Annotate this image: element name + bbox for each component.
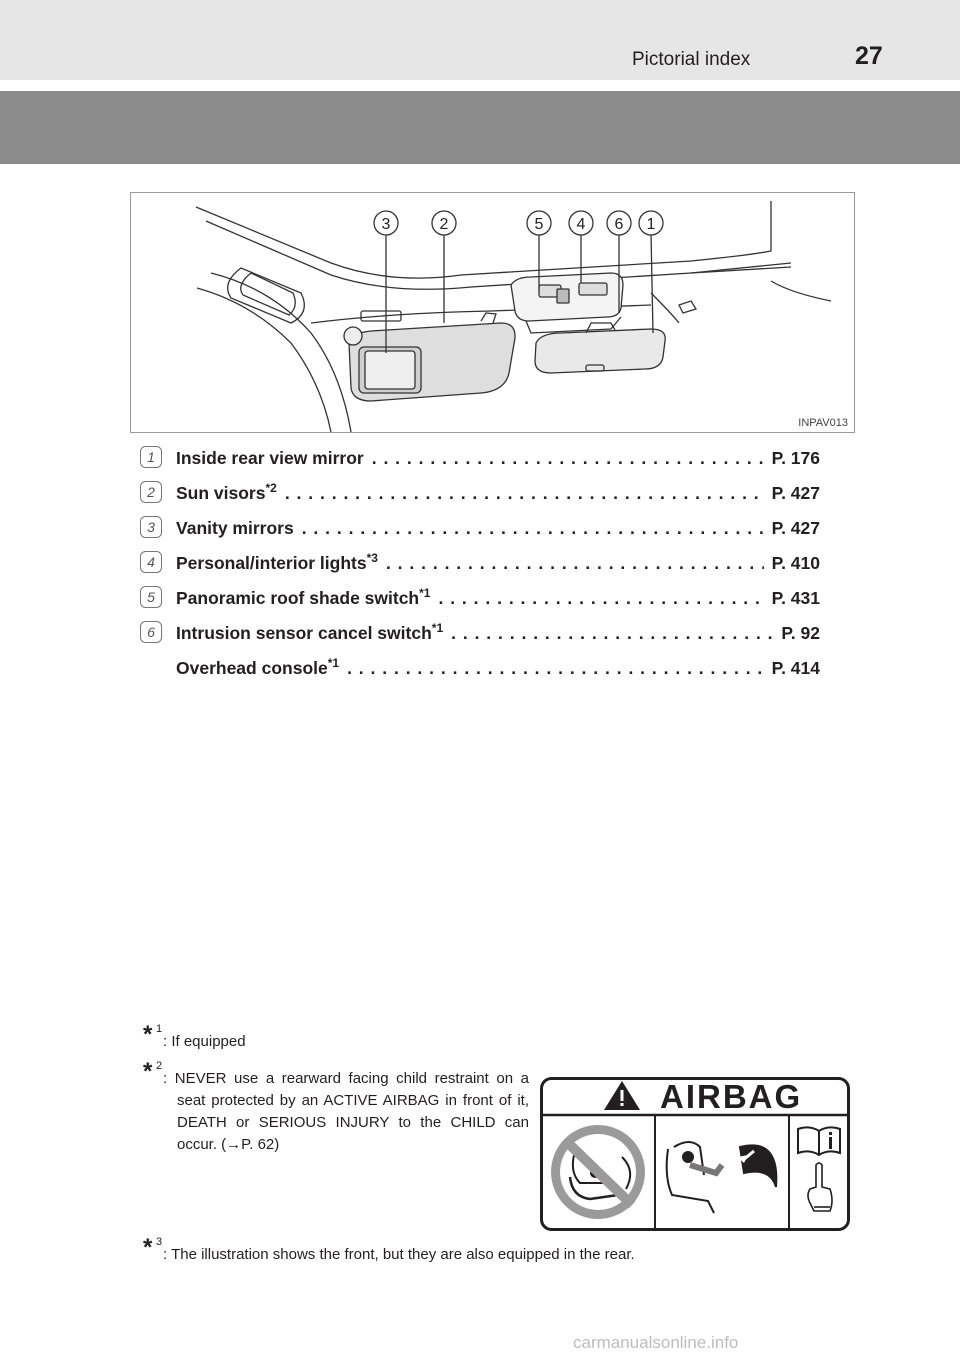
item-number-box [140,446,162,468]
no-rear-facing-child-seat-icon [551,1125,645,1219]
dot-leader [451,623,773,644]
watermark: carmanualsonline.info [573,1333,739,1352]
page-reference[interactable]: P. 427 [771,483,820,503]
header-band [0,91,960,164]
list-item [140,514,820,549]
item-list [140,444,820,686]
dot-leader [372,448,764,469]
item-number-box [140,481,162,503]
list-item [140,479,820,514]
list-item [140,619,820,654]
item-number: 2 [147,484,155,500]
list-item [140,549,820,584]
item-number: 1 [147,449,155,465]
item-label: Sun visors$^{*2}$ [176,481,277,503]
item-label: Panoramic roof shade switch$^{*1}$ [176,586,431,608]
dot-leader [285,483,764,504]
page-reference[interactable]: P. 410 [771,553,820,573]
item-number: 6 [147,624,155,640]
item-label: Inside rear view mirror [176,448,364,468]
page-reference[interactable]: P. 414 [771,658,820,678]
item-number-box [140,551,162,573]
dot-leader [302,518,764,539]
airbag-title: AIRBAG [660,1078,803,1115]
page-reference[interactable]: P. 92 [781,623,820,643]
item-number-box [140,516,162,538]
dot-leader [386,553,764,574]
list-item [140,654,820,686]
footnote-3: * 3 : The illustration shows the front, but they are also equipped in the rear. [143,1234,635,1263]
page-reference[interactable]: P. 431 [771,588,820,608]
overhead-illustration [130,192,855,433]
item-label: Vanity mirrors [176,518,294,538]
item-number-box [140,586,162,608]
callout-4: 4 [576,216,586,233]
item-number-box [140,621,162,643]
footnote-1: * 1 : If equipped [143,1021,246,1050]
dot-leader [347,658,764,679]
item-label: Personal/interior lights$^{*3}$ [176,551,378,573]
item-number: 3 [147,519,155,535]
page-reference[interactable]: P. 176 [771,448,820,468]
footnote-2: * 2 : NEVER use a rearward facing child restraint on a seat protected by an ACTIVE AIRBAG in front of it, DEATH or SERIOUS INJURY to the CHILD can occur. (→P. 62) [143,1058,529,1153]
callout-3: 3 [381,216,391,233]
section-title: Pictorial index [632,49,751,70]
figure-code: INPAV013 [798,417,848,429]
list-item [140,444,820,479]
callout-2: 2 [439,216,449,233]
page-number: 27 [855,42,883,70]
callout-1: 1 [646,216,656,233]
overhead-drawing [131,193,854,432]
item-number: 4 [147,554,155,570]
callout-5: 5 [534,216,544,233]
dot-leader [438,588,763,609]
item-number: 5 [147,589,155,605]
item-label: Overhead console$^{*1}$ [176,656,340,678]
page-reference[interactable]: P. 427 [771,518,820,538]
item-label: Intrusion sensor cancel switch$^{*1}$ [176,621,444,643]
callout-6: 6 [614,216,624,233]
header-strip [0,0,960,80]
list-item [140,584,820,619]
